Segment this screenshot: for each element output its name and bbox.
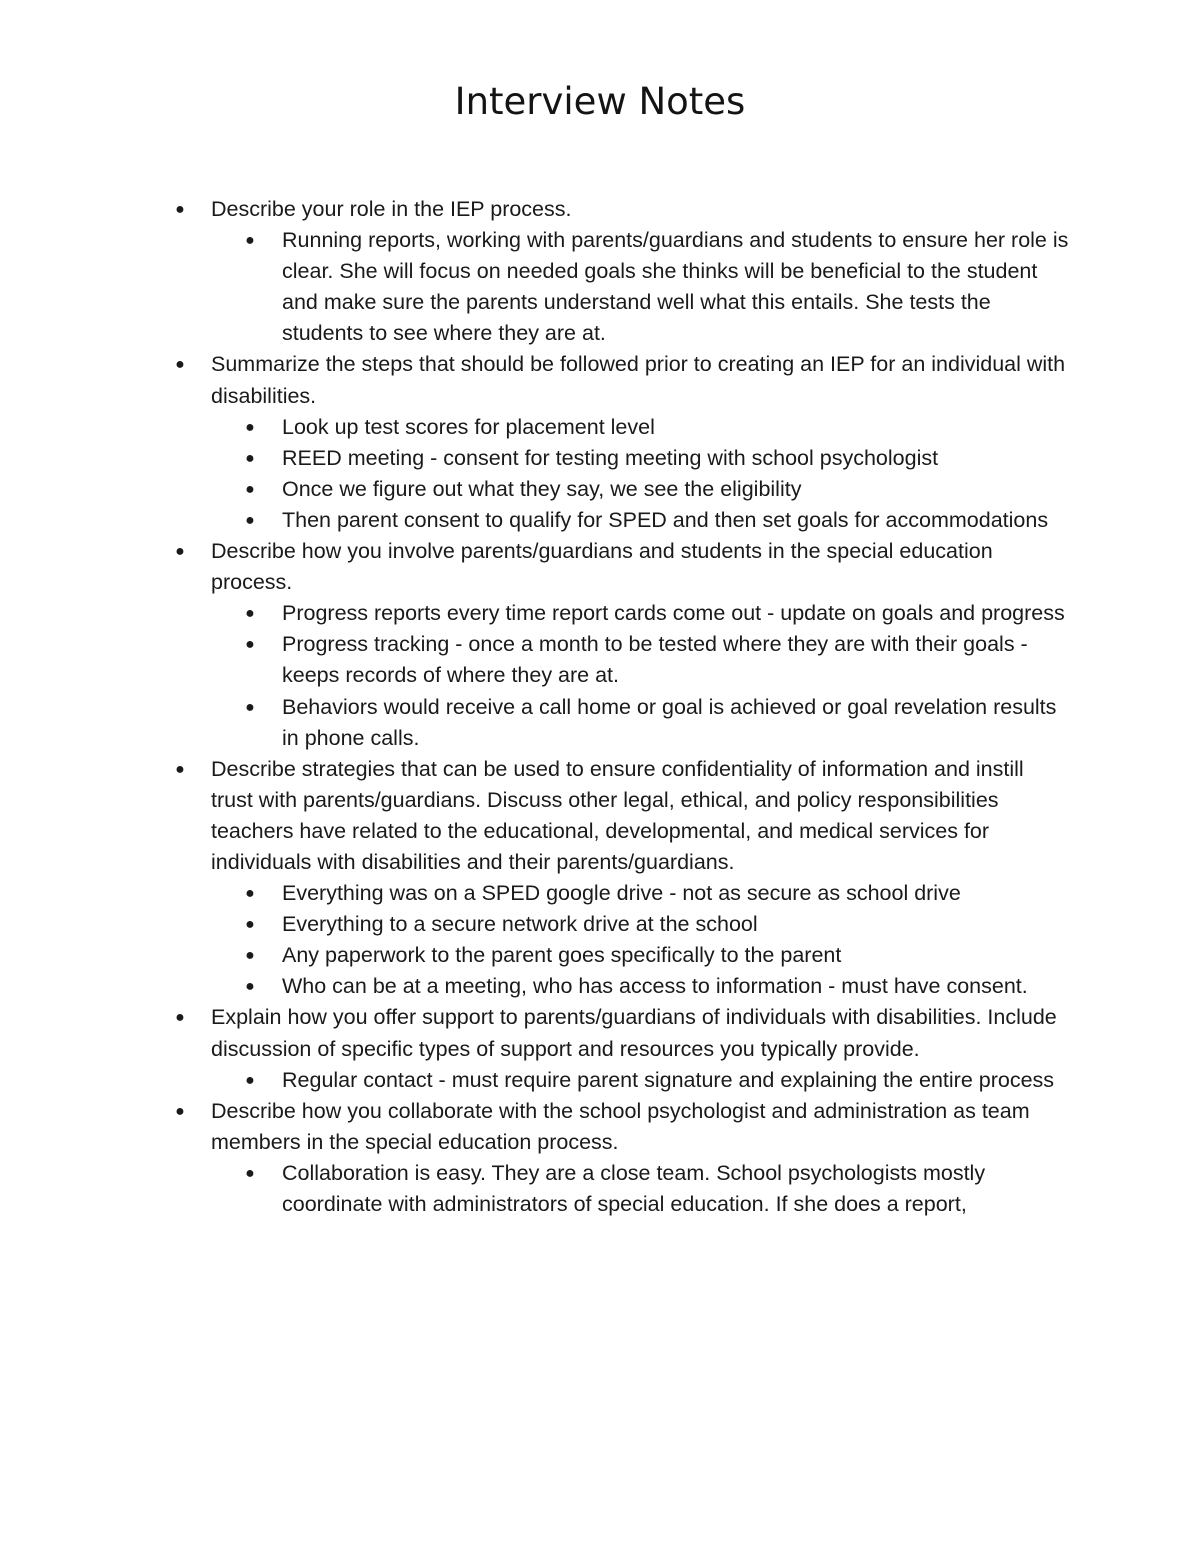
answer-text: Any paperwork to the parent goes specifically to the parent — [282, 943, 842, 968]
question-text: Describe how you collaborate with the school psychologist and administration as team members in the special education process. — [211, 1098, 1030, 1154]
answer-item — [245, 443, 1071, 474]
answer-item — [245, 1158, 1071, 1220]
bullet-icon: ● — [245, 605, 255, 623]
bullet-icon: ● — [245, 978, 255, 996]
bullet-icon: ● — [175, 543, 185, 561]
bullet-icon: ● — [245, 480, 255, 498]
answer-text: Everything to a secure network drive at the school — [282, 912, 758, 937]
bullet-icon: ● — [245, 885, 255, 903]
bullet-icon: ● — [245, 916, 255, 934]
answer-item — [245, 598, 1071, 629]
answer-item — [245, 412, 1071, 443]
answer-text: Running reports, working with parents/guardians and students to ensure her role is clear. She will focus on needed goals she thinks will be beneficial to the student and make sure the parents understand well what this entails. She tests the students to see where they are at. — [282, 228, 1069, 346]
answer-text: REED meeting - consent for testing meeting with school psychologist — [282, 445, 939, 470]
answer-text: Who can be at a meeting, who has access to information - must have consent. — [282, 974, 1028, 999]
bullet-icon: ● — [175, 1009, 185, 1027]
answer-text: Progress tracking - once a month to be tested where they are with their goals - keeps records of where they are at. — [282, 632, 1028, 688]
question-text: Describe how you involve parents/guardians and students in the special education process. — [211, 539, 993, 595]
answer-item — [245, 878, 1071, 909]
bullet-icon: ● — [245, 1164, 255, 1182]
answer-item — [245, 1065, 1071, 1096]
answer-item — [245, 505, 1071, 536]
answer-text: Then parent consent to qualify for SPED and then set goals for accommodations — [282, 507, 1049, 532]
answer-list — [211, 1065, 1071, 1096]
question-item — [175, 349, 1071, 536]
bullet-icon: ● — [245, 947, 255, 965]
bullet-icon: ● — [245, 418, 255, 436]
answer-item — [245, 225, 1071, 349]
question-item — [175, 1002, 1071, 1095]
page-title: Interview Notes — [454, 80, 746, 123]
answer-item — [245, 474, 1071, 505]
bullet-icon: ● — [175, 760, 185, 778]
bullet-icon: ● — [175, 356, 185, 374]
question-text: Summarize the steps that should be followed prior to creating an IEP for an individual with disabilities. — [211, 352, 1066, 408]
bullet-icon: ● — [245, 511, 255, 529]
answer-text: Collaboration is easy. They are a close team. School psychologists mostly coordinate with administrators of special education. If she does a report, — [282, 1160, 986, 1216]
question-item — [175, 194, 1071, 349]
answer-text: Behaviors would receive a call home or goal is achieved or goal revelation results in phone calls. — [282, 694, 1057, 750]
answer-text: Everything was on a SPED google drive - not as secure as school drive — [282, 881, 961, 906]
answer-item — [245, 629, 1071, 691]
answer-list — [211, 878, 1071, 1002]
answer-item — [245, 692, 1071, 754]
bullet-icon: ● — [175, 201, 185, 218]
bullet-icon: ● — [175, 1102, 185, 1120]
answer-list — [211, 225, 1071, 349]
answer-item — [245, 909, 1071, 940]
question-item — [175, 1096, 1071, 1220]
bullet-icon: ● — [245, 698, 255, 716]
question-text: Describe strategies that can be used to ensure confidentiality of information and instill trust with parents/guardians. Discuss other legal, ethical, and policy responsibilities teachers have related to the educational, developmental, and medical services for individuals with disabilities and their parents/guardians. — [211, 756, 1024, 874]
bullet-icon: ● — [245, 232, 255, 250]
bullet-icon: ● — [245, 636, 255, 654]
bullet-icon: ● — [245, 1071, 255, 1089]
answer-text: Progress reports every time report cards come out - update on goals and progress — [282, 601, 1065, 626]
question-text: Explain how you offer support to parents/guardians of individuals with disabilities. Include discussion of specific types of support and resources you typically provide. — [211, 1005, 1057, 1061]
answer-list — [211, 1158, 1071, 1220]
bullet-icon: ● — [245, 449, 255, 467]
question-list — [175, 194, 1071, 1220]
answer-text: Look up test scores for placement level — [282, 414, 655, 439]
question-item — [175, 536, 1071, 754]
question-item — [175, 754, 1071, 1003]
question-text: Describe your role in the IEP process. — [211, 197, 572, 221]
answer-list — [211, 412, 1071, 536]
answer-item — [245, 940, 1071, 971]
answer-text: Once we figure out what they say, we see the eligibility — [282, 476, 802, 501]
answer-list — [211, 598, 1071, 753]
answer-text: Regular contact - must require parent signature and explaining the entire process — [282, 1067, 1055, 1092]
answer-item — [245, 971, 1071, 1002]
